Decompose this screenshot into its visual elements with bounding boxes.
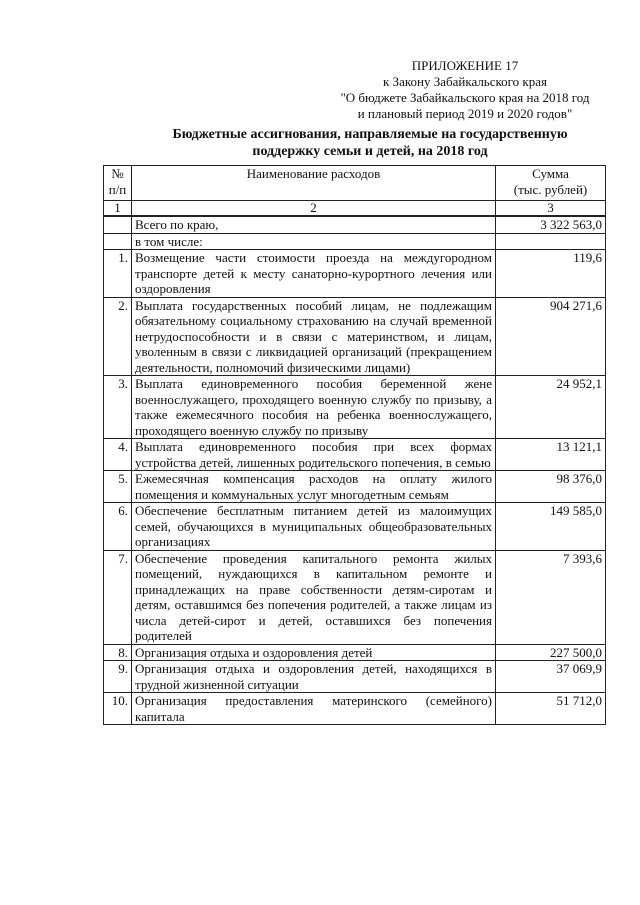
row-amount: 7 393,6	[496, 550, 606, 644]
table-row	[104, 376, 606, 439]
row-name: Выплата государственных пособий лицам, не подлежащим обязательному социальному страхованию на случай временной нетрудоспособности и в связи с материнством, и лицам, уволенным в связи с ликвидацией организаций (прекращением деятельности, полномочий физическими лицами)	[132, 297, 496, 376]
including-row	[104, 233, 606, 250]
row-amount: 98 376,0	[496, 471, 606, 503]
row-number: 5.	[104, 471, 132, 503]
appendix-law-ref: к Закону Забайкальского края	[382, 74, 547, 89]
header-num-pp: п/п	[108, 181, 127, 197]
row-amount: 904 271,6	[496, 297, 606, 376]
row-number: 4.	[104, 439, 132, 471]
including-amount	[496, 233, 606, 250]
title-line-1: Бюджетные ассигнования, направляемые на государственную	[172, 127, 568, 142]
table-row	[104, 644, 606, 661]
row-number: 9.	[104, 661, 132, 693]
total-label: Всего по краю,	[132, 216, 496, 233]
header-sum-label: Сумма	[532, 166, 569, 181]
column-number: 1	[104, 201, 132, 217]
appendix-number: ПРИЛОЖЕНИЕ 17	[411, 58, 519, 73]
row-name: Выплата единовременного пособия при всех формах устройства детей, лишенных родительского попечения, в семью	[132, 439, 496, 471]
header-name: Наименование расходов	[132, 166, 496, 201]
row-name: Обеспечение бесплатным питанием детей из малоимущих семей, обучающихся в муниципальных общеобразовательных организациях	[132, 503, 496, 551]
table-row	[104, 661, 606, 693]
budget-table	[103, 165, 606, 725]
including-label: в том числе:	[132, 233, 496, 250]
row-name: Ежемесячная компенсация расходов на оплату жилого помещения и коммунальных услуг многодетным семьям	[132, 471, 496, 503]
row-amount: 119,6	[496, 250, 606, 298]
document-title	[150, 126, 590, 160]
row-amount: 24 952,1	[496, 376, 606, 439]
row-name: Обеспечение проведения капитального ремонта жилых помещений, нуждающихся в капитальном ремонте и принадлежащих на праве собственности детям-сиротам и детям, оставшимся без попечения родителей, а также лицам из числа детей-сирот и детей, оставшихся без попечения родителей	[132, 550, 496, 644]
row-number: 6.	[104, 503, 132, 551]
row-name: Организация отдыха и оздоровления детей, находящихся в трудной жизненной ситуации	[132, 661, 496, 693]
row-number: 3.	[104, 376, 132, 439]
row-name: Организация отдыха и оздоровления детей	[132, 644, 496, 661]
table-header-row	[104, 166, 606, 201]
total-row	[104, 216, 606, 233]
row-amount: 227 500,0	[496, 644, 606, 661]
table-row	[104, 250, 606, 298]
total-amount: 3 322 563,0	[496, 216, 606, 233]
header-sum	[496, 166, 606, 201]
row-amount: 13 121,1	[496, 439, 606, 471]
header-sum-unit: (тыс. рублей)	[513, 181, 588, 197]
row-amount: 149 585,0	[496, 503, 606, 551]
title-line-2: поддержку семьи и детей, на 2018 год	[252, 144, 488, 159]
column-number: 3	[496, 201, 606, 217]
appendix-law-period: и плановый период 2019 и 2020 годов"	[357, 106, 573, 121]
table-row	[104, 297, 606, 376]
row-number: 7.	[104, 550, 132, 644]
column-number-row	[104, 201, 606, 217]
row-amount: 37 069,9	[496, 661, 606, 693]
row-name: Возмещение части стоимости проезда на междугородном транспорте детей к месту санаторно-курортного лечения или оздоровления	[132, 250, 496, 298]
table-row	[104, 693, 606, 725]
table-row	[104, 550, 606, 644]
row-number: 8.	[104, 644, 132, 661]
table-row	[104, 439, 606, 471]
row-name: Выплата единовременного пособия беременной жене военнослужащего, проходящего военную службу по призыву, а также ежемесячного пособия на ребенка военнослужащего, проходящего военную службу по призыву	[132, 376, 496, 439]
row-number: 10.	[104, 693, 132, 725]
row-name: Организация предоставления материнского (семейного) капитала	[132, 693, 496, 725]
header-num-symbol: №	[111, 166, 124, 181]
table-row	[104, 471, 606, 503]
appendix-header	[330, 58, 600, 122]
column-number: 2	[132, 201, 496, 217]
header-num	[104, 166, 132, 201]
row-amount: 51 712,0	[496, 693, 606, 725]
table-row	[104, 503, 606, 551]
row-number: 2.	[104, 297, 132, 376]
appendix-law-title: "О бюджете Забайкальского края на 2018 год	[340, 90, 590, 105]
row-number: 1.	[104, 250, 132, 298]
including-num	[104, 233, 132, 250]
total-num	[104, 216, 132, 233]
